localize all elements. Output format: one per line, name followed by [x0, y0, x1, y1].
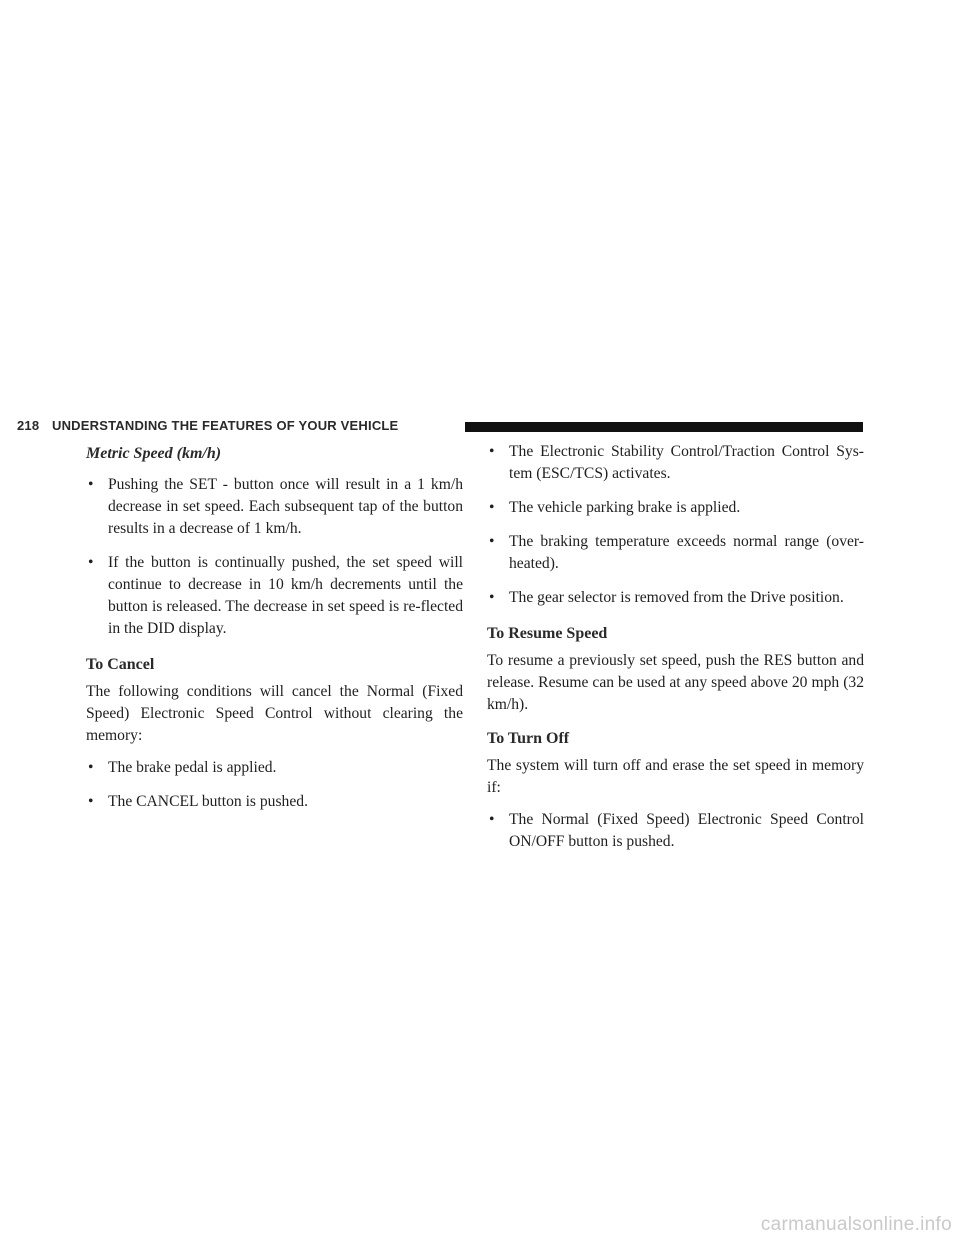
list-item-text: The Electronic Stability Control/Traction Control Sys-tem (ESC/TCS) activates.: [509, 443, 864, 482]
right-column: [487, 441, 864, 865]
list-item: [487, 809, 864, 853]
cancel-intro-text: The following conditions will cancel the Normal (Fixed Speed) Electronic Speed Control without clearing the memory:: [86, 683, 463, 744]
list-item: [86, 791, 463, 813]
cancel-conditions-list-continued: [487, 441, 864, 609]
to-cancel-heading: To Cancel: [86, 656, 155, 673]
turn-off-intro-text: The system will turn off and erase the set speed in memory if:: [487, 757, 864, 796]
header-rule-bar: [465, 422, 863, 432]
bullet-icon: •: [489, 443, 495, 460]
metric-speed-heading: Metric Speed (km/h): [86, 445, 222, 462]
turn-off-conditions-list: [487, 809, 864, 853]
bullet-icon: •: [88, 554, 94, 571]
page-number: 218: [17, 418, 40, 433]
to-resume-speed-heading: To Resume Speed: [487, 625, 608, 642]
list-item-text: Pushing the SET - button once will result in a 1 km/h decrease in set speed. Each subsequent tap of the button results in a decrease of 1 km/h.: [108, 476, 463, 537]
watermark: carmanualsonline.info: [760, 1214, 952, 1235]
bullet-icon: •: [489, 589, 495, 606]
bullet-icon: •: [489, 811, 495, 828]
list-item: [86, 552, 463, 640]
list-item: [86, 474, 463, 540]
bullet-icon: •: [88, 759, 94, 776]
to-turn-off-heading: To Turn Off: [487, 730, 570, 747]
bullet-icon: •: [88, 793, 94, 810]
metric-speed-list: [86, 474, 463, 640]
chapter-title: UNDERSTANDING THE FEATURES OF YOUR VEHICLE: [52, 418, 399, 433]
page-header: [0, 415, 960, 435]
list-item-text: The brake pedal is applied.: [108, 759, 277, 776]
list-item-text: The Normal (Fixed Speed) Electronic Speed Control ON/OFF button is pushed.: [509, 811, 864, 850]
bullet-icon: •: [489, 533, 495, 550]
list-item-text: The CANCEL button is pushed.: [108, 793, 308, 810]
list-item-text: The vehicle parking brake is applied.: [509, 499, 741, 516]
list-item: [487, 441, 864, 485]
list-item-text: The braking temperature exceeds normal range (over-heated).: [509, 533, 864, 572]
left-column: [86, 441, 463, 825]
list-item: [86, 757, 463, 779]
bullet-icon: •: [489, 499, 495, 516]
bullet-icon: •: [88, 476, 94, 493]
list-item-text: The gear selector is removed from the Drive position.: [509, 589, 844, 606]
cancel-conditions-list: [86, 757, 463, 813]
list-item: [487, 587, 864, 609]
list-item-text: If the button is continually pushed, the set speed will continue to decrease in 10 km/h decrements until the button is released. The decrease in set speed is re-flected in the DID display.: [108, 554, 463, 637]
list-item: [487, 497, 864, 519]
resume-speed-text: To resume a previously set speed, push the RES button and release. Resume can be used at any speed above 20 mph (32 km/h).: [487, 652, 864, 713]
list-item: [487, 531, 864, 575]
